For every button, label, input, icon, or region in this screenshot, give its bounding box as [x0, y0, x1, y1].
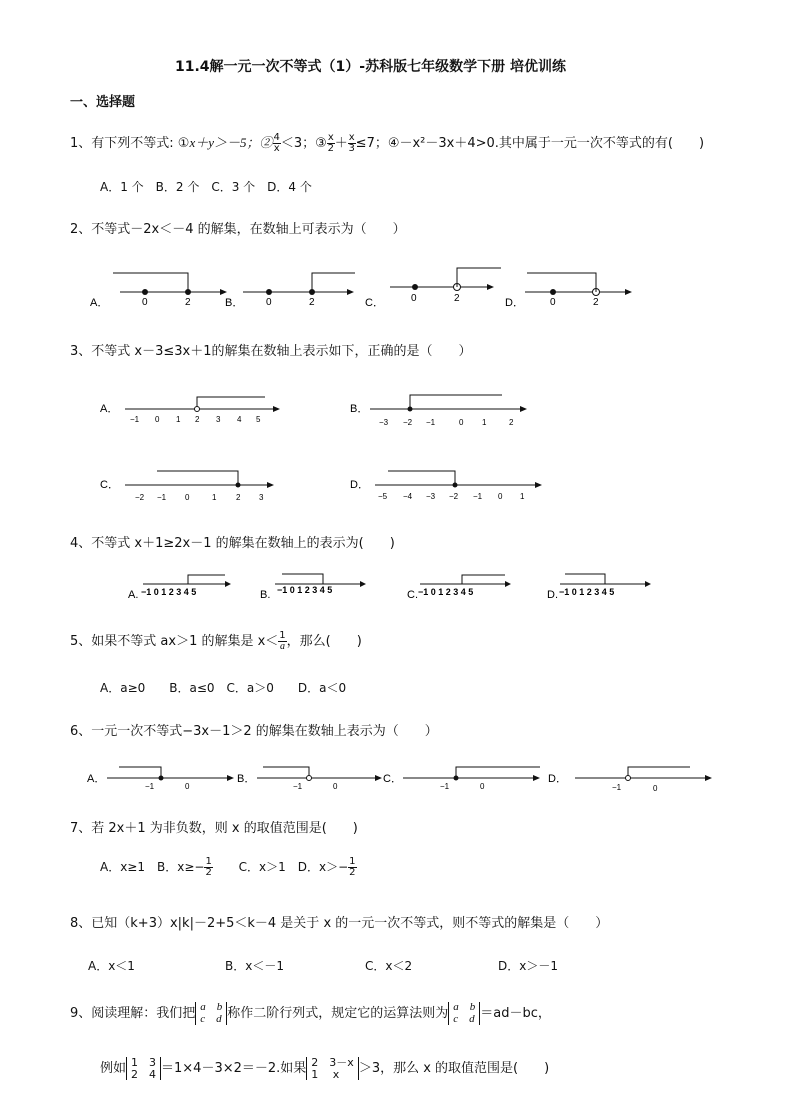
svg-text:A．: A． [87, 773, 106, 785]
q3-option-b [350, 395, 527, 427]
svg-text:5: 5 [256, 415, 261, 424]
q1-options: A．1 个 B．2 个 C．3 个 D．4 个 [100, 180, 312, 194]
q2-label-d: D． [505, 297, 524, 309]
svg-text:C．: C． [100, 479, 119, 491]
svg-text:−1: −1 [473, 492, 483, 501]
q6-option-c [383, 767, 540, 791]
question-2: 2、不等式－2x＜－4 的解集，在数轴上可表示为（ ） [70, 222, 406, 237]
q2-label-c: C． [365, 297, 384, 309]
determinant: a b c d [195, 1002, 227, 1025]
svg-text:−3: −3 [379, 418, 389, 427]
svg-text:0: 0 [185, 493, 190, 502]
svg-text:2: 2 [593, 297, 599, 308]
svg-text:0: 0 [411, 293, 417, 304]
svg-text:−5: −5 [378, 492, 388, 501]
determinant: 1 3 2 4 [126, 1057, 161, 1080]
svg-text:C．: C． [383, 773, 402, 785]
q2-label-b: B． [225, 297, 244, 309]
svg-text:4: 4 [237, 415, 242, 424]
svg-text:0: 0 [185, 782, 190, 791]
svg-text:D．: D． [350, 479, 369, 491]
question-7: 7、若 2x＋1 为非负数，则 x 的取值范围是( ) [70, 821, 358, 836]
svg-text:−1: −1 [426, 418, 436, 427]
svg-text:−2: −2 [403, 418, 413, 427]
svg-text:2: 2 [309, 297, 315, 308]
svg-text:−3: −3 [426, 492, 436, 501]
question-6: 6、一元一次不等式−3x－1＞2 的解集在数轴上表示为（ ） [70, 724, 438, 739]
svg-text:1: 1 [212, 493, 217, 502]
question-9: 9、阅读理解：我们把 a b c d 称作二阶行列式，规定它的运算法则为 a b c d ＝ad－bc， [70, 1001, 551, 1025]
q1-text: 1、有下列不等式: ① [70, 136, 190, 151]
q8-option-d: D．x＞－1 [498, 959, 558, 973]
q4-option-c [407, 575, 511, 601]
svg-text:−1: −1 [293, 782, 303, 791]
svg-text:D.: D. [547, 589, 558, 601]
q2-label-a: A． [90, 297, 109, 309]
q2-number-lines [85, 262, 640, 312]
svg-text:−1: −1 [612, 783, 622, 792]
svg-text:A．: A． [100, 403, 119, 415]
svg-text:C.: C. [407, 589, 418, 601]
determinant: a b c d [448, 1002, 480, 1025]
q6-option-d [548, 767, 712, 793]
svg-text:0: 0 [142, 297, 148, 308]
question-8: 8、已知（k+3）x|k|－2+5＜k－4 是关于 x 的一元一次不等式，则不等式的解集是（ ） [70, 916, 609, 931]
svg-text:2: 2 [454, 293, 460, 304]
svg-text:0: 0 [550, 297, 556, 308]
svg-text:3: 3 [259, 493, 264, 502]
svg-text:−1 0 1 2 3 4 5: −1 0 1 2 3 4 5 [277, 585, 333, 595]
svg-text:−1: −1 [130, 415, 140, 424]
fraction: $\frac{1}{2}$ [205, 856, 212, 878]
svg-text:2: 2 [236, 493, 241, 502]
svg-text:3: 3 [216, 415, 221, 424]
svg-text:2: 2 [185, 297, 191, 308]
q5-options: A．a≥0 B．a≤0 C．a＞0 D．a＜0 [100, 681, 347, 695]
svg-text:B．: B． [350, 403, 369, 415]
svg-text:D．: D． [548, 773, 567, 785]
q3-option-d [350, 471, 542, 501]
q8-option-b: B．x＜－1 [225, 959, 284, 973]
q7-options: A．x≥1 B．x≥− $\frac{1}{2}$ C．x＞1 D．x＞− $\frac{1}{2}$ [100, 856, 356, 878]
svg-text:1: 1 [176, 415, 181, 424]
q6-number-lines [85, 760, 715, 794]
q3-option-c [100, 471, 274, 502]
svg-text:−1: −1 [145, 782, 155, 791]
section-heading: 一、选择题 [70, 95, 136, 110]
q8-option-c: C．x＜2 [365, 959, 413, 973]
page-title: 11.4解一元一次不等式（1）-苏科版七年级数学下册 培优训练 [175, 59, 566, 75]
svg-text:2: 2 [509, 418, 514, 427]
q4-option-b [260, 574, 366, 601]
svg-text:1: 1 [482, 418, 487, 427]
svg-text:0: 0 [459, 418, 464, 427]
svg-text:A.: A. [128, 589, 139, 601]
svg-text:2: 2 [195, 415, 200, 424]
svg-text:0: 0 [333, 782, 338, 791]
svg-text:0: 0 [155, 415, 160, 424]
q6-option-a [87, 767, 234, 791]
svg-text:−1: −1 [157, 493, 167, 502]
svg-text:0: 0 [266, 297, 272, 308]
q6-option-b [237, 767, 382, 791]
determinant: 2 3－x 1 x [306, 1057, 359, 1080]
svg-text:0: 0 [480, 782, 485, 791]
q4-option-d [547, 574, 651, 601]
svg-text:−2: −2 [449, 492, 459, 501]
svg-text:0: 0 [653, 784, 658, 793]
question-5: 5、如果不等式 ax＞1 的解集是 x＜ $\frac{1}{a}$ ，那么( ) [70, 630, 362, 652]
q3-option-a [100, 397, 280, 424]
fraction: $\frac{1}{2}$ [349, 856, 356, 878]
svg-text:B．: B． [237, 773, 256, 785]
svg-text:−1 0 1 2 3 4 5: −1 0 1 2 3 4 5 [418, 587, 474, 597]
svg-text:−2: −2 [135, 493, 145, 502]
q9-example: 例如 1 3 2 4 ＝1×4－3×2＝－2.如果 2 3－x 1 x ＞3，那么 x 的取值范围是( ) [100, 1056, 550, 1081]
svg-text:−1: −1 [440, 782, 450, 791]
svg-text:−4: −4 [403, 492, 413, 501]
svg-text:−1 0 1 2 3 4 5: −1 0 1 2 3 4 5 [141, 587, 197, 597]
fraction: $\frac{4}{x}$ [273, 132, 280, 154]
fraction: $\frac{1}{a}$ [279, 630, 286, 652]
q3-number-lines [95, 385, 555, 510]
fraction: $\frac{x}{3}$ [348, 132, 355, 154]
fraction: $\frac{x}{2}$ [327, 132, 334, 154]
question-1: 1、有下列不等式: ①x＋y＞－5；② $\frac{4}{x}$ ＜3；③ $\frac{x}{2}$ ＋ $\frac{x}{3}$ ≤7；④－x²－3x＋4>0.其中属于一元一次不等式的有( ) [70, 132, 705, 154]
svg-text:−1 0 1 2 3 4 5: −1 0 1 2 3 4 5 [559, 587, 615, 597]
q8-option-a: A．x＜1 [88, 959, 135, 973]
svg-text:1: 1 [520, 492, 525, 501]
svg-text:0: 0 [498, 492, 503, 501]
question-4: 4、不等式 x＋1≥2x－1 的解集在数轴上的表示为( ) [70, 536, 395, 551]
q4-option-a [128, 575, 231, 601]
svg-text:B.: B. [260, 589, 271, 601]
question-3: 3、不等式 x－3≤3x＋1的解集在数轴上表示如下，正确的是（ ） [70, 344, 472, 359]
q4-number-lines [125, 570, 665, 602]
